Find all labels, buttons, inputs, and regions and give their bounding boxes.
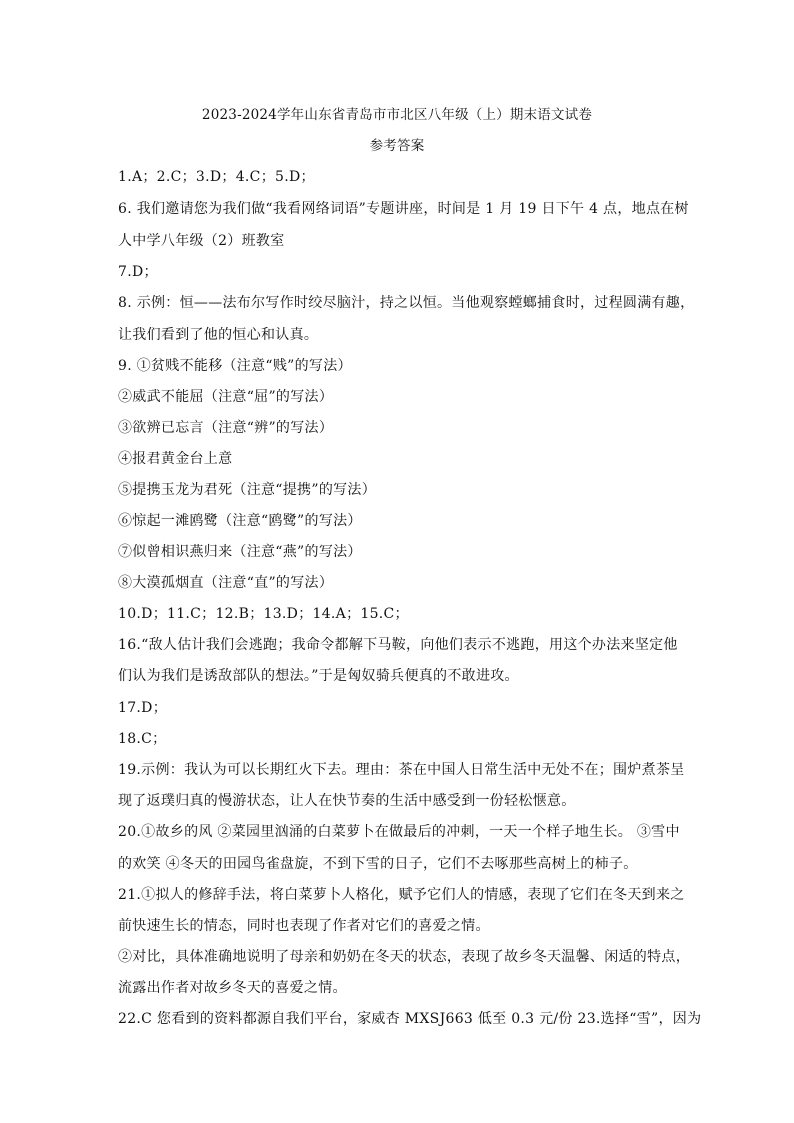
answer-line: 18.C； (118, 731, 167, 747)
answer-line: ③欲辨已忘言（注意“辨”的写法） (118, 420, 334, 436)
answer-line: 7.D； (118, 264, 158, 280)
answer-line: 22.C 您看到的资料都源自我们平台，家威杏 MXSJ663 低至 0.3 元/份 23.选择“雪”，因为 (118, 1011, 702, 1027)
answer-line: 17.D； (118, 700, 167, 716)
answer-line: 16.“敌人估计我们会逃跑；我命令都解下马鞍，向他们表示不逃跑，用这个办法来坚定他 (118, 637, 678, 653)
answer-line: 10.D；11.C；12.B；13.D；14.A；15.C； (118, 606, 409, 622)
answer-line: ④报君黄金台上意 (118, 451, 233, 467)
answer-line: 们认为我们是诱敌部队的想法。”于是匈奴骑兵便真的不敢进攻。 (118, 668, 519, 684)
answer-line: 20.①故乡的风 ②菜园里汹涌的白菜萝卜在做最后的冲刺，一天一个样子地生长。 ③雪中 (118, 824, 680, 840)
answer-line: 让我们看到了他的恒心和认真。 (118, 327, 319, 343)
answer-line: 前快速生长的情态，同时也表现了作者对它们的喜爱之情。 (118, 918, 490, 934)
document-subtitle: 参考答案 (369, 138, 425, 154)
answer-line: 1.A；2.C；3.D；4.C；5.D； (118, 169, 315, 185)
answer-line: 人中学八年级（2）班教室 (118, 233, 285, 249)
answer-line: 21.①拟人的修辞手法，将白菜萝卜人格化，赋予它们人的情感，表现了它们在冬天到来之 (118, 887, 685, 903)
answer-line: 9. ①贫贱不能移（注意“贱”的写法） (118, 358, 352, 374)
answer-line: ⑤提携玉龙为君死（注意“提携”的写法） (118, 482, 377, 498)
answer-line: ②对比，具体准确地说明了母亲和奶奶在冬天的状态，表现了故乡冬天温馨、闲适的特点， (118, 949, 690, 965)
answer-line: 流露出作者对故乡冬天的喜爱之情。 (118, 980, 347, 996)
answer-line: ②威武不能屈（注意“屈”的写法） (118, 389, 334, 405)
answer-line: 现了返璞归真的慢游状态，让人在快节奏的生活中感受到一份轻松惬意。 (118, 793, 576, 809)
answer-line: 19.示例：我认为可以长期红火下去。理由：茶在中国人日常生活中无处不在；围炉煮茶呈 (118, 762, 685, 778)
answer-line: 8. 示例：恒——法布尔写作时绞尽脑汁，持之以恒。当他观察螳螂捕食时，过程圆满有趣， (118, 295, 695, 311)
answer-line: 6. 我们邀请您为我们做“我看网络词语”专题讲座，时间是 1 月 19 日下午 4 点，地点在树 (118, 201, 689, 217)
answer-line: ⑧大漠孤烟直（注意“直”的写法） (118, 575, 334, 591)
document-title: 2023-2024学年山东省青岛市市北区八年级（上）期末语文试卷 (201, 107, 593, 123)
answer-line: ⑥惊起一滩鸥鹭（注意“鸥鹭”的写法） (118, 513, 362, 529)
answer-line: ⑦似曾相识燕归来（注意“燕”的写法） (118, 544, 362, 560)
answer-line: 的欢笑 ④冬天的田园鸟雀盘旋，不到下雪的日子，它们不去啄那些高树上的柿子。 (118, 856, 638, 872)
